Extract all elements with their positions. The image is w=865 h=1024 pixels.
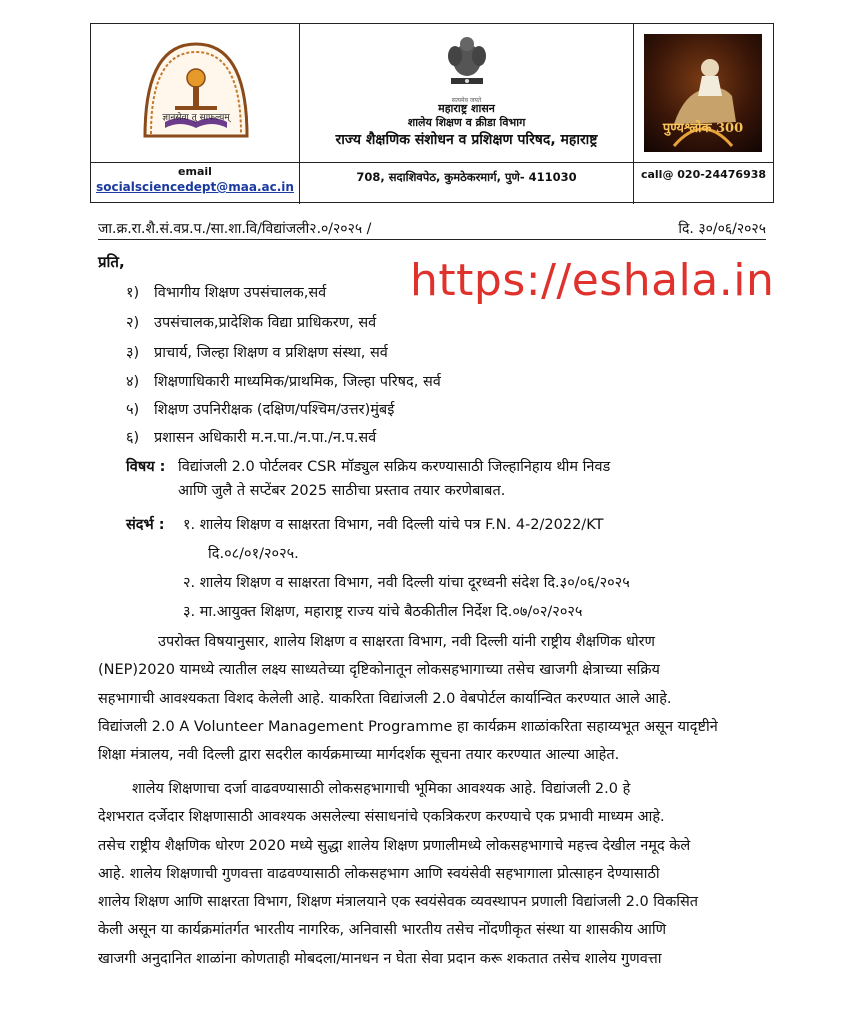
reference-2: २. शालेय शिक्षण व साक्षरता विभाग, नवी दिल्ली यांचा दूरध्वनी संदेश दि.३०/०६/२०२५ bbox=[183, 575, 630, 591]
references-label: संदर्भ : bbox=[126, 517, 165, 533]
reference-line bbox=[98, 219, 766, 240]
paragraph-1 bbox=[98, 628, 766, 769]
letterhead bbox=[90, 23, 774, 203]
right-badge-cell bbox=[634, 24, 773, 162]
email-label: email bbox=[178, 165, 212, 178]
para1-line: (NEP)2020 यामध्ये त्यातील लक्ष्य साध्यतेच्या दृष्टिकोनातून लोकसहभागाच्या तसेच खाजगी क्षेत्राच्या सक्रिय bbox=[98, 662, 660, 679]
addressee-number: ४) bbox=[126, 374, 140, 390]
phone-cell bbox=[634, 162, 773, 204]
para1-line: सहभागाची आवश्यकता विशद केलेली आहे. याकरिता विद्यांजली 2.0 वेबपोर्टल कार्यान्वित करण्यात आले आहे. bbox=[98, 690, 672, 707]
government-title bbox=[300, 102, 633, 150]
subject-line-1 bbox=[126, 456, 610, 476]
addressee-text: प्रशासन अधिकारी म.न.पा./न.पा./न.प.सर्व bbox=[154, 430, 377, 446]
para2-line: केली असून या कार्यक्रमांतर्गत भारतीय नागरिक, अनिवासी भारतीय तसेच नोंदणीकृत संस्था या शासकीय आणि bbox=[98, 922, 667, 939]
addressee-number: ६) bbox=[126, 430, 140, 446]
addressee-number: २) bbox=[126, 315, 140, 331]
addressee-1 bbox=[126, 282, 326, 302]
phone-number: call@ 020-24476938 bbox=[640, 168, 767, 181]
subject-text-2: आणि जुलै ते सप्टेंबर 2025 साठीचा प्रस्ताव तयार करणेबाबत. bbox=[178, 483, 506, 499]
scert-logo-cell bbox=[91, 24, 299, 162]
para2-line: तसेच राष्ट्रीय शैक्षणिक धोरण 2020 मध्ये सुद्धा शालेय शिक्षण प्रणालीमध्ये लोकसहभागाचे महत्त्व देखील नमूद केले bbox=[98, 837, 691, 854]
addressee-text: उपसंचालक,प्रादेशिक विद्या प्राधिकरण, सर्व bbox=[154, 315, 377, 331]
reference-1b: दि.०८/०१/२०२५. bbox=[208, 546, 299, 562]
reference-1a: १. शालेय शिक्षण व साक्षरता विभाग, नवी दिल्ली यांचे पत्र F.N. 4-2/2022/KT bbox=[183, 517, 604, 533]
letterhead-contact-row bbox=[91, 162, 773, 204]
para2-line: आहे. शालेय शिक्षणाची गुणवत्ता वाढवण्यासाठी लोकसहभाग आणि स्वयंसेवी सहभागाला प्रोत्साहन देण्यासाठी bbox=[98, 865, 660, 882]
watermark-url: https://eshala.in bbox=[410, 255, 775, 306]
email-link[interactable]: socialsciencedept@maa.ac.in bbox=[96, 180, 294, 194]
ahilyabai-portrait-image bbox=[644, 34, 762, 152]
addressee-number: ३) bbox=[126, 345, 140, 361]
addressee-number: ५) bbox=[126, 402, 140, 418]
addressee-text: प्राचार्य, जिल्हा शिक्षण व प्रशिक्षण संस्था, सर्व bbox=[154, 345, 388, 361]
reference-date: दि. ३०/०६/२०२५ bbox=[678, 221, 766, 237]
government-cell bbox=[300, 24, 633, 162]
addressee-5 bbox=[126, 399, 394, 419]
addressee-6 bbox=[126, 427, 376, 447]
para1-line: विद्यांजली 2.0 A Volunteer Management Programme हा कार्यक्रम शाळांकरिता सहाय्यभूत असून यादृष्टीने bbox=[98, 718, 718, 735]
subject-label: विषय : bbox=[126, 459, 166, 475]
salutation: प्रति, bbox=[98, 253, 125, 271]
badge-text: पुण्यश्लोक 300 bbox=[662, 121, 744, 136]
addressee-text: शिक्षण उपनिरीक्षक (दक्षिण/पश्चिम/उत्तर)मुंबई bbox=[154, 402, 395, 418]
addressee-3 bbox=[126, 342, 388, 362]
subject-text-1: विद्यांजली 2.0 पोर्टलवर CSR मॉड्युल सक्रिय करण्यासाठी जिल्हानिहाय थीम निवड bbox=[178, 459, 611, 475]
addressee-text: विभागीय शिक्षण उपसंचालक,सर्व bbox=[154, 285, 327, 301]
logo-motto: ज्ञानसेवा तु साफल्यम् bbox=[162, 113, 230, 123]
gov-line-3: राज्य शैक्षणिक संशोधन व प्रशिक्षण परिषद, महाराष्ट्र bbox=[335, 132, 598, 148]
para2-line: शालेय शिक्षण आणि साक्षरता विभाग, शिक्षण मंत्रालयाने एक स्वयंसेवक व्यवस्थापन प्रणाली विद्यांजली 2.0 विकसित bbox=[98, 894, 699, 911]
address-cell bbox=[300, 162, 633, 204]
paragraph-2 bbox=[98, 775, 766, 973]
gov-line-1: महाराष्ट्र शासन bbox=[438, 102, 495, 115]
addressee-2 bbox=[126, 312, 376, 332]
email-cell bbox=[91, 162, 299, 204]
emblem-motto: सत्यमेव जयते bbox=[451, 97, 482, 104]
addressee-4 bbox=[126, 371, 441, 391]
para2-line: शालेय शिक्षणाचा दर्जा वाढवण्यासाठी लोकसहभागाची भूमिका आवश्यक आहे. विद्यांजली 2.0 हे bbox=[132, 781, 631, 797]
para1-line: शिक्षा मंत्रालय, नवी दिल्ली द्वारा सदरील कार्यक्रमाच्या मार्गदर्शक सूचना तयार करण्यात आल्या आहेत. bbox=[98, 747, 620, 764]
reference-3: ३. मा.आयुक्त शिक्षण, महाराष्ट्र राज्य यांचे बैठकीतील निर्देश दि.०७/०२/२०२५ bbox=[183, 604, 583, 620]
para2-line: देशभरात दर्जेदार शिक्षणासाठी आवश्यक असलेल्या संसाधनांचे एकत्रिकरण करण्याचे एक प्रभावी माध्यम आहे. bbox=[98, 809, 665, 826]
addressee-text: शिक्षणाधिकारी माध्यमिक/प्राथमिक, जिल्हा परिषद, सर्व bbox=[154, 374, 441, 390]
para1-line: उपरोक्त विषयानुसार, शालेय शिक्षण व साक्षरता विभाग, नवी दिल्ली यांनी राष्ट्रीय शैक्षणिक धोरण bbox=[158, 634, 656, 650]
ashoka-emblem-icon bbox=[439, 30, 495, 98]
reference-number: जा.क्र.रा.शै.सं.वप्र.प./सा.शा.वि/विद्यांजली२.०/२०२५ / bbox=[98, 221, 372, 237]
scert-logo-icon bbox=[135, 36, 257, 148]
gov-line-2: शालेय शिक्षण व क्रीडा विभाग bbox=[407, 116, 526, 129]
addressee-number: १) bbox=[126, 285, 140, 301]
para2-line: खाजगी अनुदानित शाळांना कोणताही मोबदला/मानधन न घेता सेवा प्रदान करू शकतात तसेच शालेय गुणवत्ता bbox=[98, 950, 662, 967]
office-address: 708, सदाशिवपेठ, कुमठेकरमार्ग, पुणे- 411030 bbox=[356, 170, 577, 184]
letterhead-top-row bbox=[91, 24, 773, 163]
